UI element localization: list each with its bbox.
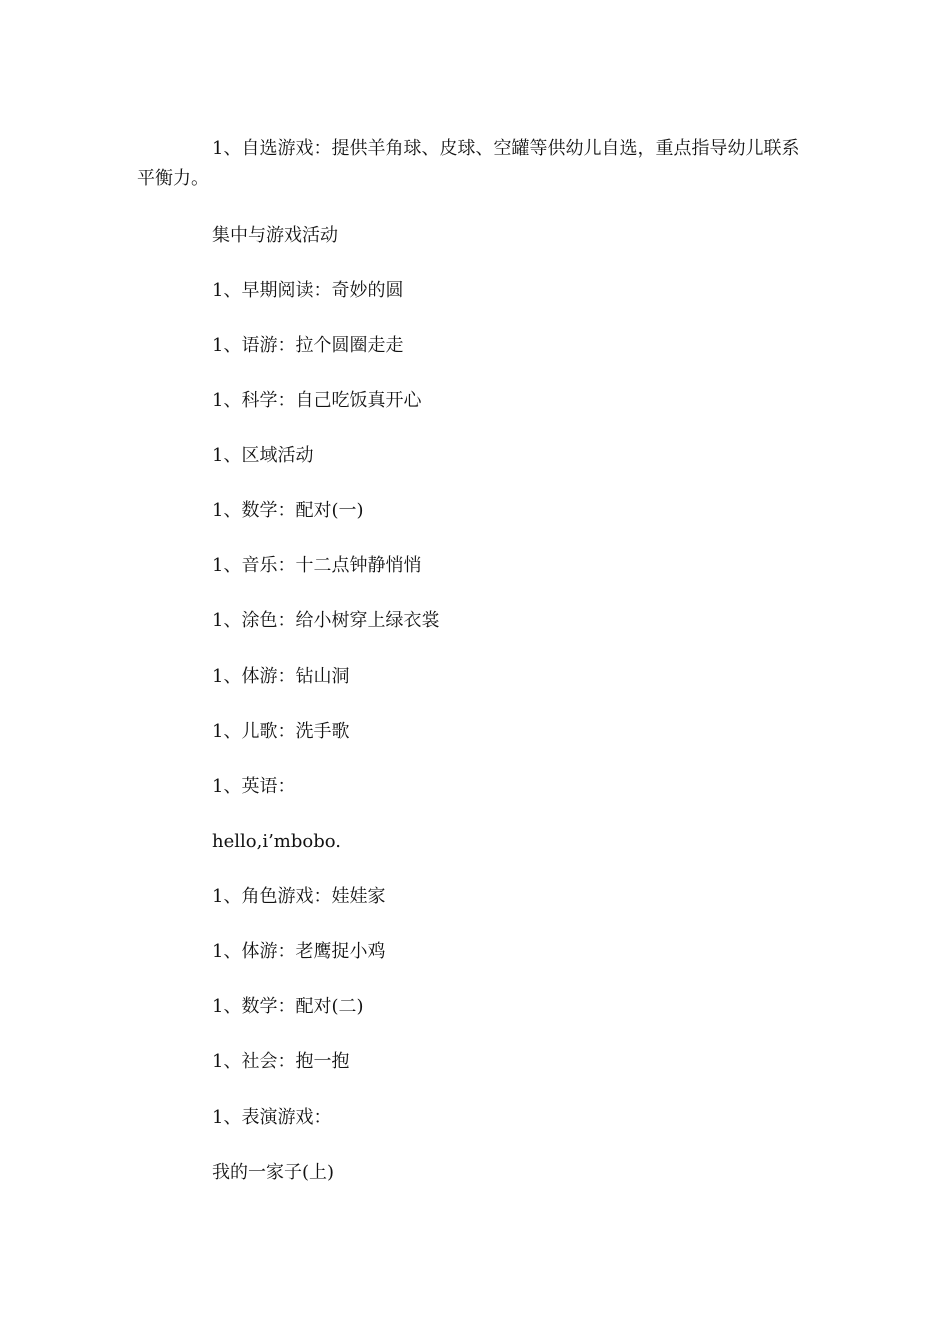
text-line: 1、科学：自己吃饭真开心 [212,390,422,411]
text-line: 1、早期阅读：奇妙的圆 [212,280,404,301]
text-line: 1、数学：配对(二) [212,996,364,1017]
text-line: 1、儿歌：洗手歌 [212,721,350,742]
text-line: 1、音乐：十二点钟静悄悄 [212,555,422,576]
text-line: 1、语游：拉个圆圈走走 [212,335,404,356]
text-line: 集中与游戏活动 [212,225,338,246]
text-line: 1、数学：配对(一) [212,500,364,521]
text-line: 1、体游：老鹰捉小鸡 [212,941,386,962]
text-line: 1、角色游戏：娃娃家 [212,886,386,907]
intro-paragraph: 1、自选游戏：提供羊角球、皮球、空罐等供幼儿自选，重点指导幼儿联系平衡力。 [137,138,800,189]
text-line: 1、体游：钻山洞 [212,666,350,687]
text-line: 1、涂色：给小树穿上绿衣裳 [212,610,440,631]
text-line: hello,i’mbobo. [212,831,341,852]
text-line: 1、英语： [212,776,296,797]
text-line: 1、社会：抱一抱 [212,1051,350,1072]
text-line: 1、区域活动 [212,445,314,466]
text-line: 1、表演游戏： [212,1107,332,1128]
text-line: 我的一家子(上) [212,1162,335,1183]
